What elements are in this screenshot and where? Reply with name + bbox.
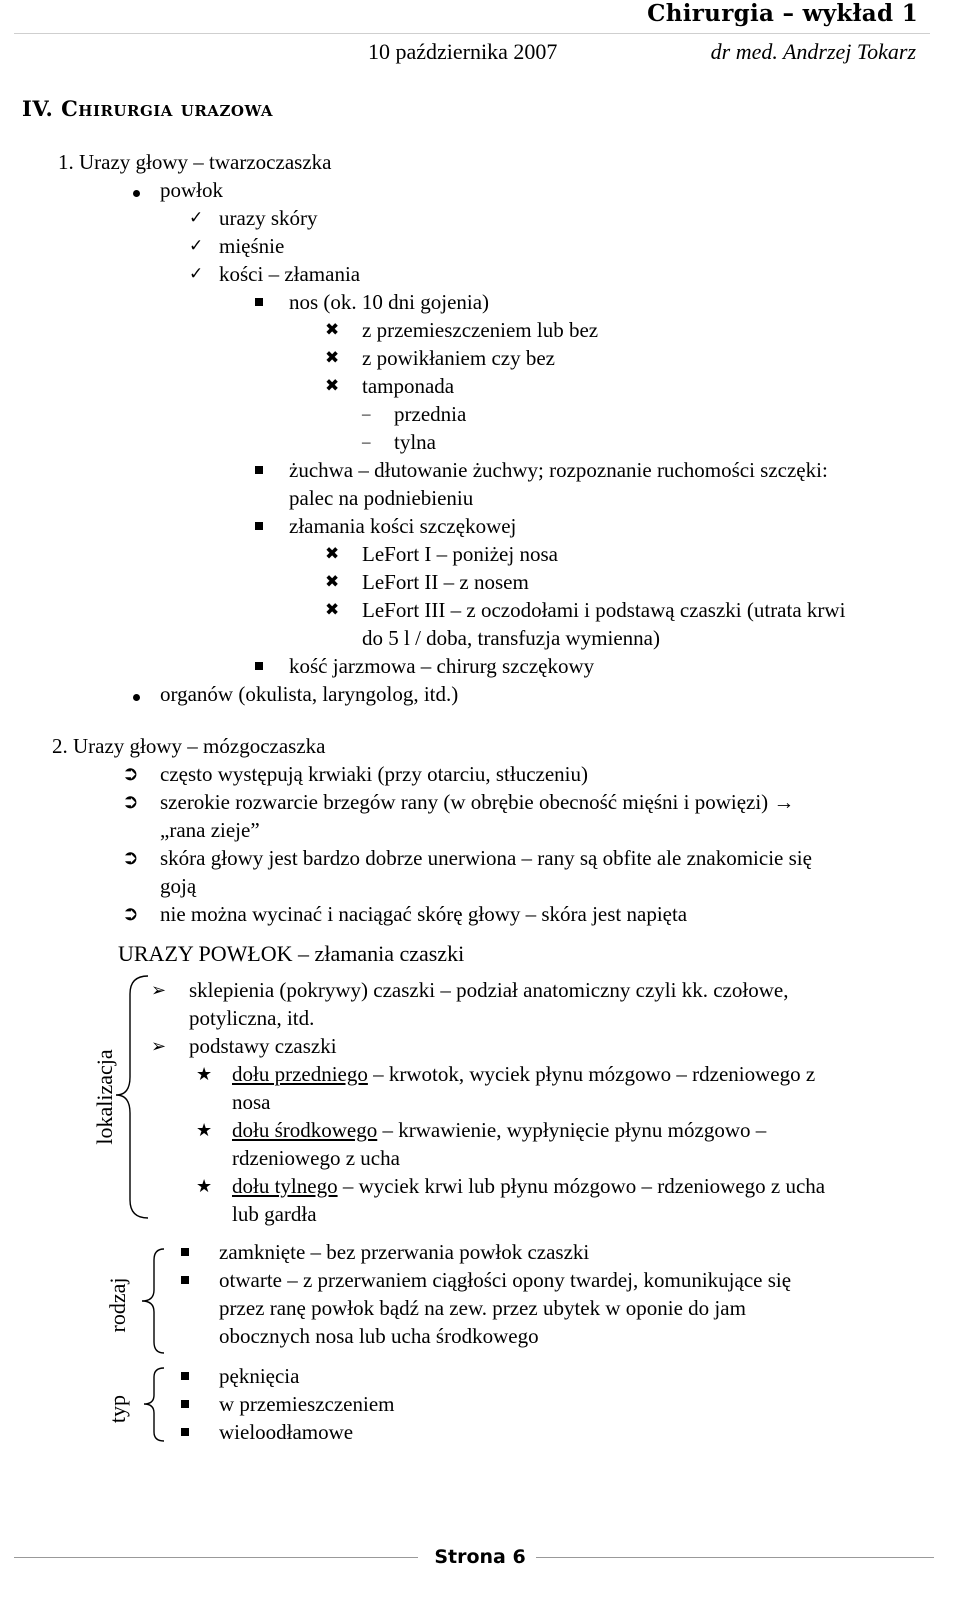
list-item: dołu środkowego – krwawienie, wypłynięcie płynu mózgowo – — [232, 1118, 767, 1142]
square-bullet-icon — [181, 1248, 189, 1256]
list-item: złamania kości szczękowej — [289, 514, 517, 538]
list-item: LeFort II – z nosem — [362, 570, 529, 594]
list-item-continued: obocznych nosa lub ucha środkowego — [219, 1324, 539, 1348]
brace-lokalizacja-icon — [112, 972, 152, 1222]
star-bullet-icon: ★ — [196, 1120, 213, 1140]
term-dol-tylnego: dołu tylnego — [232, 1174, 338, 1198]
brace-typ-icon — [140, 1365, 168, 1445]
list-item: żuchwa – dłutowanie żuchwy; rozpoznanie ruchomości szczęki: — [289, 458, 828, 482]
cross-bullet-icon: ✖ — [325, 544, 340, 563]
arrow-bullet-icon: ➲ — [122, 903, 139, 925]
list-item: skóra głowy jest bardzo dobrze unerwiona – rany są obfite ale znakomicie się — [160, 846, 812, 870]
arrowhead-bullet-icon: ➢ — [151, 1036, 167, 1056]
list-item-continued: rdzeniowego z ucha — [232, 1146, 400, 1170]
header-author: dr med. Andrzej Tokarz — [710, 39, 916, 64]
list-item-continued: palec na podniebieniu — [289, 486, 474, 510]
list-item: otwarte – z przerwaniem ciągłości opony twardej, komunikujące się — [219, 1268, 792, 1292]
brace-rodzaj-icon — [138, 1246, 168, 1356]
square-bullet-icon — [255, 662, 263, 670]
page-number: Strona 6 — [0, 1543, 960, 1571]
list-item: sklepienia (pokrywy) czaszki – podział anatomiczny czyli kk. czołowe, — [189, 978, 789, 1002]
list-item-continued: „rana zieje” — [160, 818, 260, 842]
arrowhead-bullet-icon: ➢ — [151, 980, 167, 1000]
square-bullet-icon — [181, 1400, 189, 1408]
arrow-bullet-icon: ➲ — [122, 791, 139, 813]
list-item: przednia — [394, 402, 467, 426]
list-item: nie można wycinać i naciągać skórę głowy – skóra jest napięta — [160, 902, 688, 926]
cross-bullet-icon: ✖ — [325, 320, 340, 339]
list-item: nos (ok. 10 dni gojenia) — [289, 290, 490, 314]
list-item-continued: potyliczna, itd. — [189, 1006, 315, 1030]
list-item: podstawy czaszki — [189, 1034, 337, 1058]
urazy-heading: URAZY POWŁOK – złamania czaszki — [118, 941, 465, 966]
list-item: w przemieszczeniem — [219, 1392, 395, 1416]
list-item: organów (okulista, laryngolog, itd.) — [160, 682, 459, 706]
square-bullet-icon — [255, 466, 263, 474]
cross-bullet-icon: ✖ — [325, 572, 340, 591]
list-item: dołu tylnego – wyciek krwi lub płynu mózgowo – rdzeniowego z ucha — [232, 1174, 826, 1198]
list-item: pęknięcia — [219, 1364, 300, 1388]
list-item: mięśnie — [219, 234, 285, 258]
arrow-bullet-icon: ➲ — [122, 763, 139, 785]
section-heading: IV. Chirurgia urazowa — [22, 96, 273, 121]
list-item: z przemieszczeniem lub bez — [362, 318, 599, 342]
star-bullet-icon: ★ — [196, 1064, 213, 1084]
list-item-continued: nosa — [232, 1090, 271, 1114]
term-dol-przedniego: dołu przedniego — [232, 1062, 368, 1086]
cross-bullet-icon: ✖ — [325, 348, 340, 367]
header-rule — [14, 33, 930, 34]
side-label-typ: typ — [105, 1394, 130, 1424]
list-item: często występują krwiaki (przy otarciu, stłuczeniu) — [160, 762, 589, 786]
part1-heading: 1. Urazy głowy – twarzoczaszka — [58, 150, 332, 174]
list-item: wieloodłamowe — [219, 1420, 354, 1444]
list-item-continued: lub gardła — [232, 1202, 317, 1226]
cross-bullet-icon: ✖ — [325, 600, 340, 619]
list-item: LeFort I – poniżej nosa — [362, 542, 558, 566]
checkmark-icon: ✓ — [189, 264, 204, 283]
checkmark-icon: ✓ — [189, 236, 204, 255]
list-item: LeFort III – z oczodołami i podstawą czaszki (utrata krwi — [362, 598, 846, 622]
list-item: zamknięte – bez przerwania powłok czaszki — [219, 1240, 590, 1264]
checkmark-icon: ✓ — [189, 208, 204, 227]
term-dol-srodkowego: dołu środkowego — [232, 1118, 378, 1142]
square-bullet-icon — [181, 1372, 189, 1380]
side-label-lokalizacja: lokalizacja — [92, 1049, 117, 1145]
part2-heading: 2. Urazy głowy – mózgoczaszka — [52, 734, 326, 758]
square-bullet-icon — [255, 298, 263, 306]
list-item: kość jarzmowa – chirurg szczękowy — [289, 654, 595, 678]
side-label-rodzaj: rodzaj — [105, 1277, 130, 1333]
square-bullet-icon — [255, 522, 263, 530]
list-item: powłok — [160, 178, 223, 202]
list-item: tamponada — [362, 374, 455, 398]
list-item-continued: goją — [160, 874, 197, 898]
cross-bullet-icon: ✖ — [325, 376, 340, 395]
list-item: z powikłaniem czy bez — [362, 346, 555, 370]
list-item-continued: przez ranę powłok bądź na zew. przez ubytek w oponie do jam — [219, 1296, 746, 1320]
dash-bullet-icon: – — [362, 404, 371, 423]
star-bullet-icon: ★ — [196, 1176, 213, 1196]
header-date: 10 października 2007 — [368, 39, 558, 64]
list-item: dołu przedniego – krwotok, wyciek płynu mózgowo – rdzeniowego z — [232, 1062, 816, 1086]
bullet-dot-icon — [133, 190, 140, 197]
dash-bullet-icon: – — [362, 432, 371, 451]
arrow-bullet-icon: ➲ — [122, 847, 139, 869]
document-title: Chirurgia – wykład 1 — [647, 0, 918, 27]
list-item: tylna — [394, 430, 436, 454]
square-bullet-icon — [181, 1276, 189, 1284]
list-item: szerokie rozwarcie brzegów rany (w obrębie obecność mięśni i powięzi) → — [160, 790, 795, 814]
list-item-continued: do 5 l / doba, transfuzja wymienna) — [362, 626, 660, 650]
bullet-dot-icon — [133, 694, 140, 701]
list-item: urazy skóry — [219, 206, 318, 230]
square-bullet-icon — [181, 1428, 189, 1436]
list-item: kości – złamania — [219, 262, 361, 286]
